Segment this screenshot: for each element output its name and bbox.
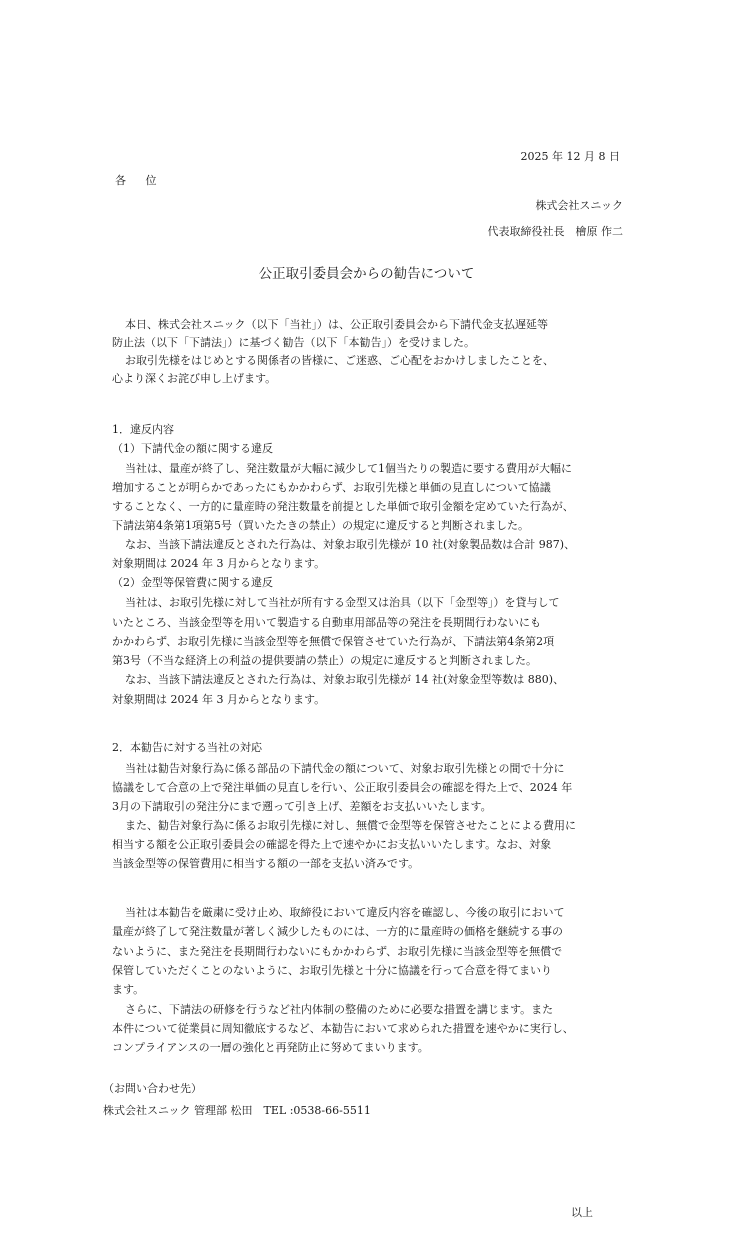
closing-line: 量産が終了して発注数量が著しく減少したものには、一方的に量産時の価格を継続する事の [112,925,563,938]
body-line: 3月の下請取引の発注分にまで遡って引き上げ、差額をお支払いいたします。 [112,800,492,813]
closing-line: 保管していただくことのないように、お取引先様と十分に協議を行って合意を得てまいり [112,964,552,977]
body-line: 相当する額を公正取引委員会の確認を得た上で速やかにお支払いいたします。なお、対象 [112,838,552,851]
addressee: 各 位 [115,174,165,187]
intro-line: 心より深くお詫び申し上げます。 [112,372,277,385]
body-line: 増加することが明らかであったにもかかわらず、お取引先様と単価の見直しについて協議 [112,481,551,494]
document-title: 公正取引委員会からの勧告について [258,266,475,282]
subsection-heading: （2）金型等保管費に関する違反 [112,576,273,589]
intro-line: 本日、株式会社スニック（以下「当社」）は、公正取引委員会から下請代金支払遅延等 [125,318,549,331]
closing-line: コンプライアンスの一層の強化と再発防止に努めてまいります。 [112,1041,429,1054]
contact-info: 株式会社スニック 管理部 松田 TEL :0538-66-5511 [103,1104,371,1117]
body-line: なお、当該下請法違反とされた行為は、対象お取引先様が 14 社(対象金型等数は 880)、 [125,673,565,686]
closing-line: ます。 [112,983,145,996]
body-line: 当社は勧告対象行為に係る部品の下請代金の額について、対象お取引先様との間で十分に [125,762,565,775]
closing-line: さらに、下請法の研修を行うなど社内体制の整備のために必要な措置を講じます。また [125,1003,554,1016]
body-line: いたところ、当該金型等を用いて製造する自動車用部品等の発注を長期間行わないにも [112,616,541,629]
body-line: 第3号（不当な経済上の利益の提供要請の禁止）の規定に違反すると判断されました。 [112,654,537,667]
body-line: 当社は、量産が終了し、発注数量が大幅に減少して1個当たりの製造に要する費用が大幅に [125,462,572,475]
body-line: 下請法第4条第1項第5号（買いたたきの禁止）の規定に違反すると判断されました。 [112,519,529,532]
subsection-heading: （1）下請代金の額に関する違反 [112,442,273,455]
intro-line: お取引先様をはじめとする関係者の皆様に、ご迷惑、ご心配をおかけしましたことを、 [125,354,554,367]
document-end-mark: 以上 [571,1206,593,1219]
contact-heading: （お問い合わせ先） [103,1082,202,1095]
issuer-company: 株式会社スニック [535,199,623,212]
body-line: 対象期間は 2024 年 3 月からとなります。 [112,693,326,706]
body-line: 当該金型等の保管費用に相当する額の一部を支払い済みです。 [112,857,420,870]
body-line: することなく、一方的に量産時の発注数量を前提とした単価で取引金額を定めていた行為が、 [112,500,574,513]
issuer-representative: 代表取締役社長 檜原 作二 [487,225,623,238]
body-line: かかわらず、お取引先様に当該金型等を無償で保管させていた行為が、下請法第4条第2項 [112,635,555,648]
closing-line: 当社は本勧告を厳粛に受け止め、取締役において違反内容を確認し、今後の取引において [125,906,565,919]
intro-line: 防止法（以下「下請法」）に基づく勧告（以下「本勧告」）を受けました。 [112,336,475,349]
body-line: 協議をして合意の上で発注単価の見直しを行い、公正取引委員会の確認を得た上で、2024 年 [112,781,573,794]
body-line: 対象期間は 2024 年 3 月からとなります。 [112,557,326,570]
section-heading: 2．本勧告に対する当社の対応 [112,741,262,754]
body-line: なお、当該下請法違反とされた行為は、対象お取引先様が 10 社(対象製品数は合計 987)、 [125,538,576,551]
body-line: 当社は、お取引先様に対して当社が所有する金型又は治具（以下「金型等」）を貸与して [125,596,560,609]
document-date: 2025 年 12 月 8 日 [520,150,620,163]
body-line: また、勧告対象行為に係るお取引先様に対し、無償で金型等を保管させたことによる費用に [125,819,576,832]
section-heading: 1．違反内容 [112,423,174,436]
closing-line: ないように、また発注を長期間行わないにもかかわらず、お取引先様に当該金型等を無償で [112,945,563,958]
closing-line: 本件について従業員に周知徹底するなど、本勧告において求められた措置を速やかに実行し、 [112,1022,574,1035]
